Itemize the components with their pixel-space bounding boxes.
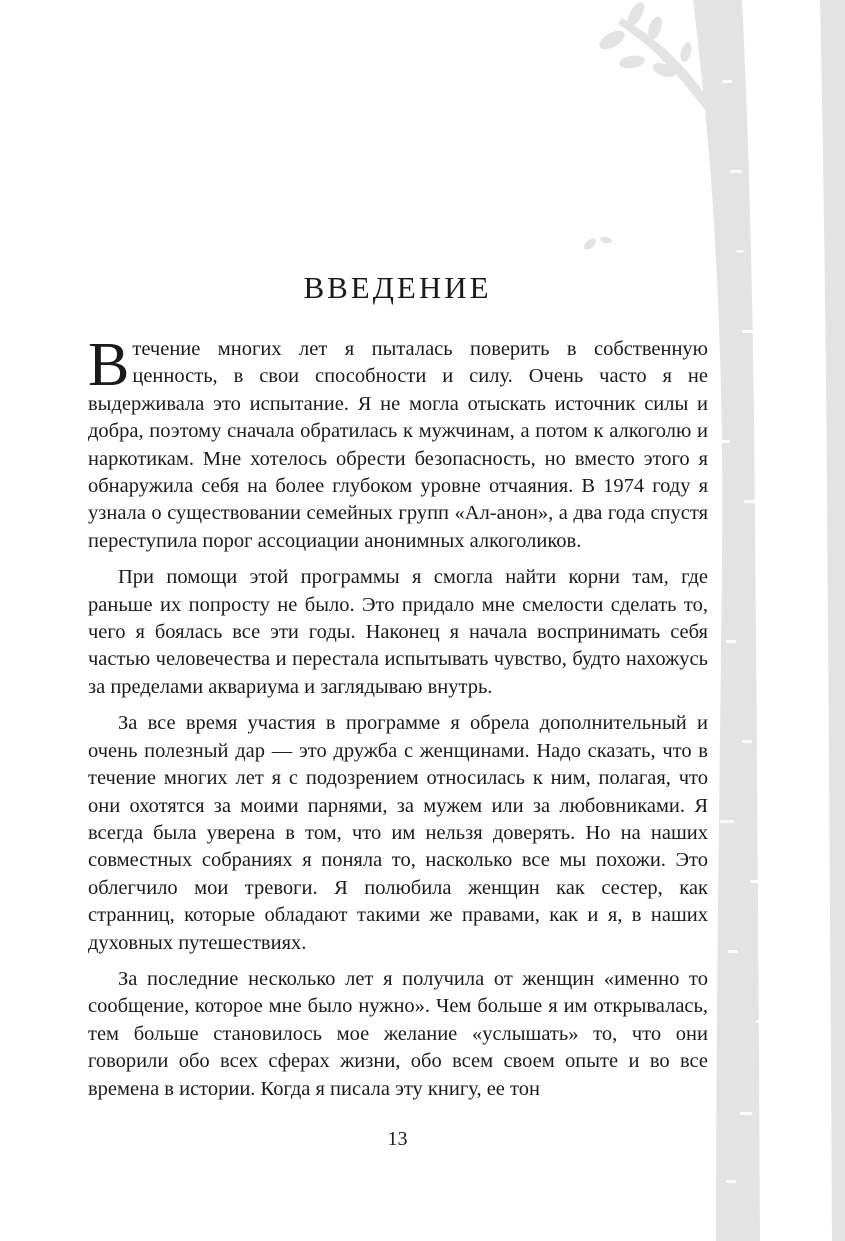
leaf bbox=[679, 41, 694, 63]
drop-cap-initial: В bbox=[88, 331, 130, 399]
paragraph-1 bbox=[88, 331, 708, 555]
leaf bbox=[600, 236, 613, 244]
paragraph-4: За последние несколько лет я получила от женщин «именно то сообщение, которое мне было нужно». Чем больше я им открывалась, тем больше становилось мое желание «услышать» то, что они говорили обо всех сферах жизни, обо всем своем опыте и во все времена в истории. Когда я писала эту книгу, ее тон bbox=[88, 967, 708, 1100]
chapter-title: введение bbox=[303, 259, 492, 308]
leaf bbox=[618, 54, 646, 70]
body-text bbox=[88, 331, 708, 1112]
paragraph-1-text: течение многих лет я пыталась поверить в собственную ценность, в свои способности и силу. Очень часто я не выдерживала это испытание. Я не могла отыскать источник силы и добра, поэтому сначала обратилась к мужчинам, а потом к алкоголю и наркотикам. Мне хотелось обрести безопасность, но вместо этого я обнаружила себя на более глубоком уровне отчаяния. В 1974 году я узнала о существовании семейных групп «Ал-анон», а два года спустя переступила порог ассоциации анонимных алкоголиков. bbox=[88, 338, 708, 552]
paragraph-2: При помощи этой программы я смогла найти корни там, где раньше их попросту не было. Это придало мне смелости сделать то, чего я боялась все эти годы. Наконец я начала воспринимать себя частью человечества и перестала испытывать чувство, будто нахожусь за пределами аквариума и заглядываю внутрь. bbox=[88, 566, 708, 698]
leaf bbox=[582, 236, 598, 251]
birch-trunk-right bbox=[820, 0, 845, 1241]
page-number: 13 bbox=[387, 1128, 408, 1150]
leaf bbox=[596, 27, 627, 53]
paragraph-3: За все время участия в программе я обрела дополнительный и очень полезный дар — это дружба с женщинами. Надо сказать, что в течение многих лет я с подозрением относилась к ним, полагая, что они охотятся за моими парнями, за мужем или за любовниками. Я всегда была уверена в том, что им нельзя доверять. Но на наших совместных собраниях я поняла то, насколько все мы похожи. Это облегчило мои тревоги. Я полюбила женщин как сестер, как странниц, которые обладают такими же правами, как и я, в наших духовных путешествиях. bbox=[88, 712, 708, 954]
